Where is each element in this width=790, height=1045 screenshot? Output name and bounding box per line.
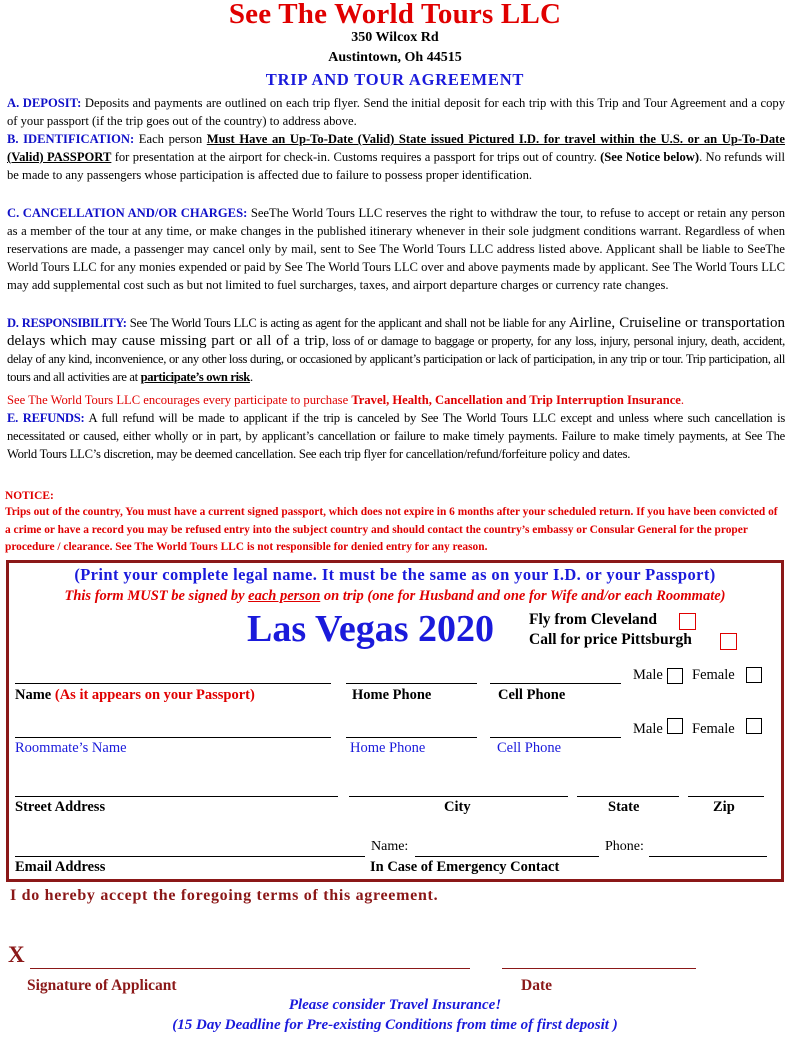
applicant-female-label: Female <box>692 667 735 683</box>
state-field[interactable] <box>577 796 679 797</box>
term-refunds-heading: E. REFUNDS: <box>7 411 85 425</box>
cell-phone-label: Cell Phone <box>498 687 566 703</box>
address-line-1: 350 Wilcox Rd <box>351 30 439 45</box>
term-deposit <box>7 95 785 131</box>
term-deposit-text: Deposits and payments are outlined on each trip flyer. Send the initial deposit for each trip with this Trip and Tour Agreement and a copy of your passport (if the trip goes out of the country) to address above. <box>7 96 785 128</box>
term-responsibility-heading: D. RESPONSIBILITY: <box>7 316 127 330</box>
roommate-cell-phone-field[interactable] <box>490 737 621 738</box>
term-responsibility-own-risk: participate’s own risk <box>140 369 250 384</box>
roommate-home-phone-field[interactable] <box>346 737 477 738</box>
trip-title: Las Vegas 2020 <box>247 608 495 650</box>
term-cancellation <box>7 205 785 295</box>
roommate-female-checkbox[interactable] <box>746 718 762 734</box>
insurance-reminder: Please consider Travel Insurance! <box>288 997 502 1013</box>
sign-note <box>9 588 781 605</box>
name-label-text: Name <box>15 687 52 703</box>
home-phone-field[interactable] <box>346 683 477 684</box>
applicant-female-checkbox[interactable] <box>746 667 762 683</box>
name-hint: (As it appears on your Passport) <box>54 687 255 703</box>
signature-x-mark: X <box>8 942 25 967</box>
call-pittsburgh-label: Call for price Pittsburgh <box>529 631 692 648</box>
roommate-male-label: Male <box>633 721 663 737</box>
email-label: Email Address <box>15 859 106 875</box>
term-identification-text-2: for presentation at the airport for check-in. Customs requires a passport for trips out of country. <box>111 149 601 164</box>
notice-block <box>5 488 785 556</box>
term-cancellation-heading: C. CANCELLATION AND/OR CHARGES: <box>7 206 248 220</box>
state-label: State <box>608 799 640 815</box>
roommate-name-field[interactable] <box>15 737 331 738</box>
term-identification-text-3: . No refunds will be made to any passengers whose participation is affected due to failure to possess proper identification. <box>7 149 785 182</box>
city-field[interactable] <box>349 796 568 797</box>
notice-text: Trips out of the country, You must have a current signed passport, which does not expire in 6 months after your scheduled return. If you have been convicted of a crime or have a record you may be refused entry into the subject country and should contact the country’s embassy or Consular General for the proper procedure / clearance. See The World Tours LLC is not responsible for denied entry for any reason. <box>5 506 778 553</box>
applicant-male-checkbox[interactable] <box>667 668 683 684</box>
roommate-name-label: Roommate’s Name <box>15 740 127 756</box>
applicant-male-label: Male <box>633 667 663 683</box>
roommate-female-label: Female <box>692 721 735 737</box>
term-responsibility-text: See The World Tours LLC is acting as agent for the applicant and shall not be liable for any <box>126 316 569 330</box>
agreement-title: TRIP AND TOUR AGREEMENT <box>265 70 525 89</box>
name-label <box>15 687 255 704</box>
roommate-cell-phone-label: Cell Phone <box>497 740 562 756</box>
notice-title: NOTICE: <box>5 490 54 502</box>
term-deposit-heading: A. DEPOSIT: <box>7 96 82 110</box>
name-field[interactable] <box>15 683 331 684</box>
zip-field[interactable] <box>688 796 764 797</box>
term-responsibility <box>7 315 785 387</box>
emergency-contact-label: In Case of Emergency Contact <box>370 859 560 875</box>
term-identification-heading: B. IDENTIFICATION: <box>7 132 135 146</box>
term-identification-see-notice: (See Notice below) <box>600 149 700 164</box>
signature-field[interactable] <box>30 968 470 969</box>
term-identification <box>7 131 785 185</box>
street-address-field[interactable] <box>15 796 338 797</box>
address-line-2: Austintown, Oh 44515 <box>328 50 462 65</box>
emergency-phone-field[interactable] <box>649 856 767 857</box>
company-name: See The World Tours LLC <box>228 0 562 30</box>
fly-from-cleveland-checkbox[interactable] <box>679 613 696 630</box>
term-refunds-text: A full refund will be made to applicant if the trip is canceled by See The World Tours LLC except and unless where such cancellation is necessitated or caused, either wholly or in part, by applicant’s cancellation or failure to make timely payments. Failure to make timely payments, at See The World Tours LLC’s discretion, may be deemed cancellation. See each trip flyer for cancellation/refund/forfeiture policy and dates. <box>7 411 785 461</box>
insurance-end: . <box>680 393 685 407</box>
emergency-name-field[interactable] <box>415 856 599 857</box>
date-field[interactable] <box>502 968 696 969</box>
insurance-text: See The World Tours LLC encourages every participate to purchase <box>7 393 352 407</box>
insurance-encouragement <box>7 392 785 410</box>
email-field[interactable] <box>15 856 365 857</box>
roommate-male-checkbox[interactable] <box>667 718 683 734</box>
print-name-note: (Print your complete legal name. It must be the same as on your I.D. or your Passport) <box>74 565 716 584</box>
term-identification-text: Each person <box>134 132 207 146</box>
roommate-home-phone-label: Home Phone <box>350 740 426 756</box>
registration-form <box>6 560 784 882</box>
city-label: City <box>444 799 471 815</box>
term-cancellation-text: SeeThe World Tours LLC reserves the right to withdraw the tour, to refuse to accept or retain any person as a member of the tour at any time, or make changes in the published itinerary whenever in their sole judgment conditions warrant. Regardless of when reservations are made, a passenger may cancel only by mail, sent to See The World Tours LLC address listed above. Applicant shall be liable to SeeThe World Tours LLC for any monies expended or paid by See The World Tours LLC over and above payments made by applicant. See The World Tours LLC may add supplemental cost such as but not limited to fuel surcharges, taxes, and airport departure charges or currency rate changes. <box>7 206 785 292</box>
fly-from-cleveland-label: Fly from Cleveland <box>529 611 658 628</box>
zip-label: Zip <box>713 799 735 815</box>
term-refunds <box>7 410 785 464</box>
date-label: Date <box>521 977 552 994</box>
term-responsibility-end: . <box>249 369 253 384</box>
sign-note-text-2: on trip (one for Husband and one for Wife and/or each Roommate) <box>320 588 726 604</box>
sign-note-each-person: each person <box>248 588 321 604</box>
emergency-name-label: Name: <box>371 839 409 854</box>
acceptance-statement: I do hereby accept the foregoing terms of this agreement. <box>10 887 439 904</box>
insurance-deadline: (15 Day Deadline for Pre-existing Conditions from time of first deposit ) <box>172 1017 618 1033</box>
signature-label: Signature of Applicant <box>27 977 177 994</box>
cell-phone-field[interactable] <box>490 683 621 684</box>
street-address-label: Street Address <box>15 799 106 815</box>
term-identification-underlined: Must Have an Up-To-Date (Valid) State issued Pictured I.D. for travel within the U.S. or an Up-To-Date (Valid) PASSPORT <box>7 132 785 164</box>
emergency-phone-label: Phone: <box>605 839 644 854</box>
term-responsibility-text-2: , loss of or damage to baggage or property, for any loss, injury, personal injury, death, accident, delay of any kind, inconvenience, or any other loss during, or occasioned by applicant’s participation or lack of participation, in any trip or tour. Trip participation, all tours and all activities are at <box>7 333 785 384</box>
term-responsibility-delays: Airline, Cruiseline or transportation delays which may cause missing part or all of a trip <box>7 315 786 349</box>
call-pittsburgh-checkbox[interactable] <box>720 633 737 650</box>
insurance-types: Travel, Health, Cancellation and Trip Interruption Insurance <box>351 393 681 407</box>
sign-note-text: This form MUST be signed by <box>64 588 249 604</box>
home-phone-label: Home Phone <box>352 687 432 703</box>
